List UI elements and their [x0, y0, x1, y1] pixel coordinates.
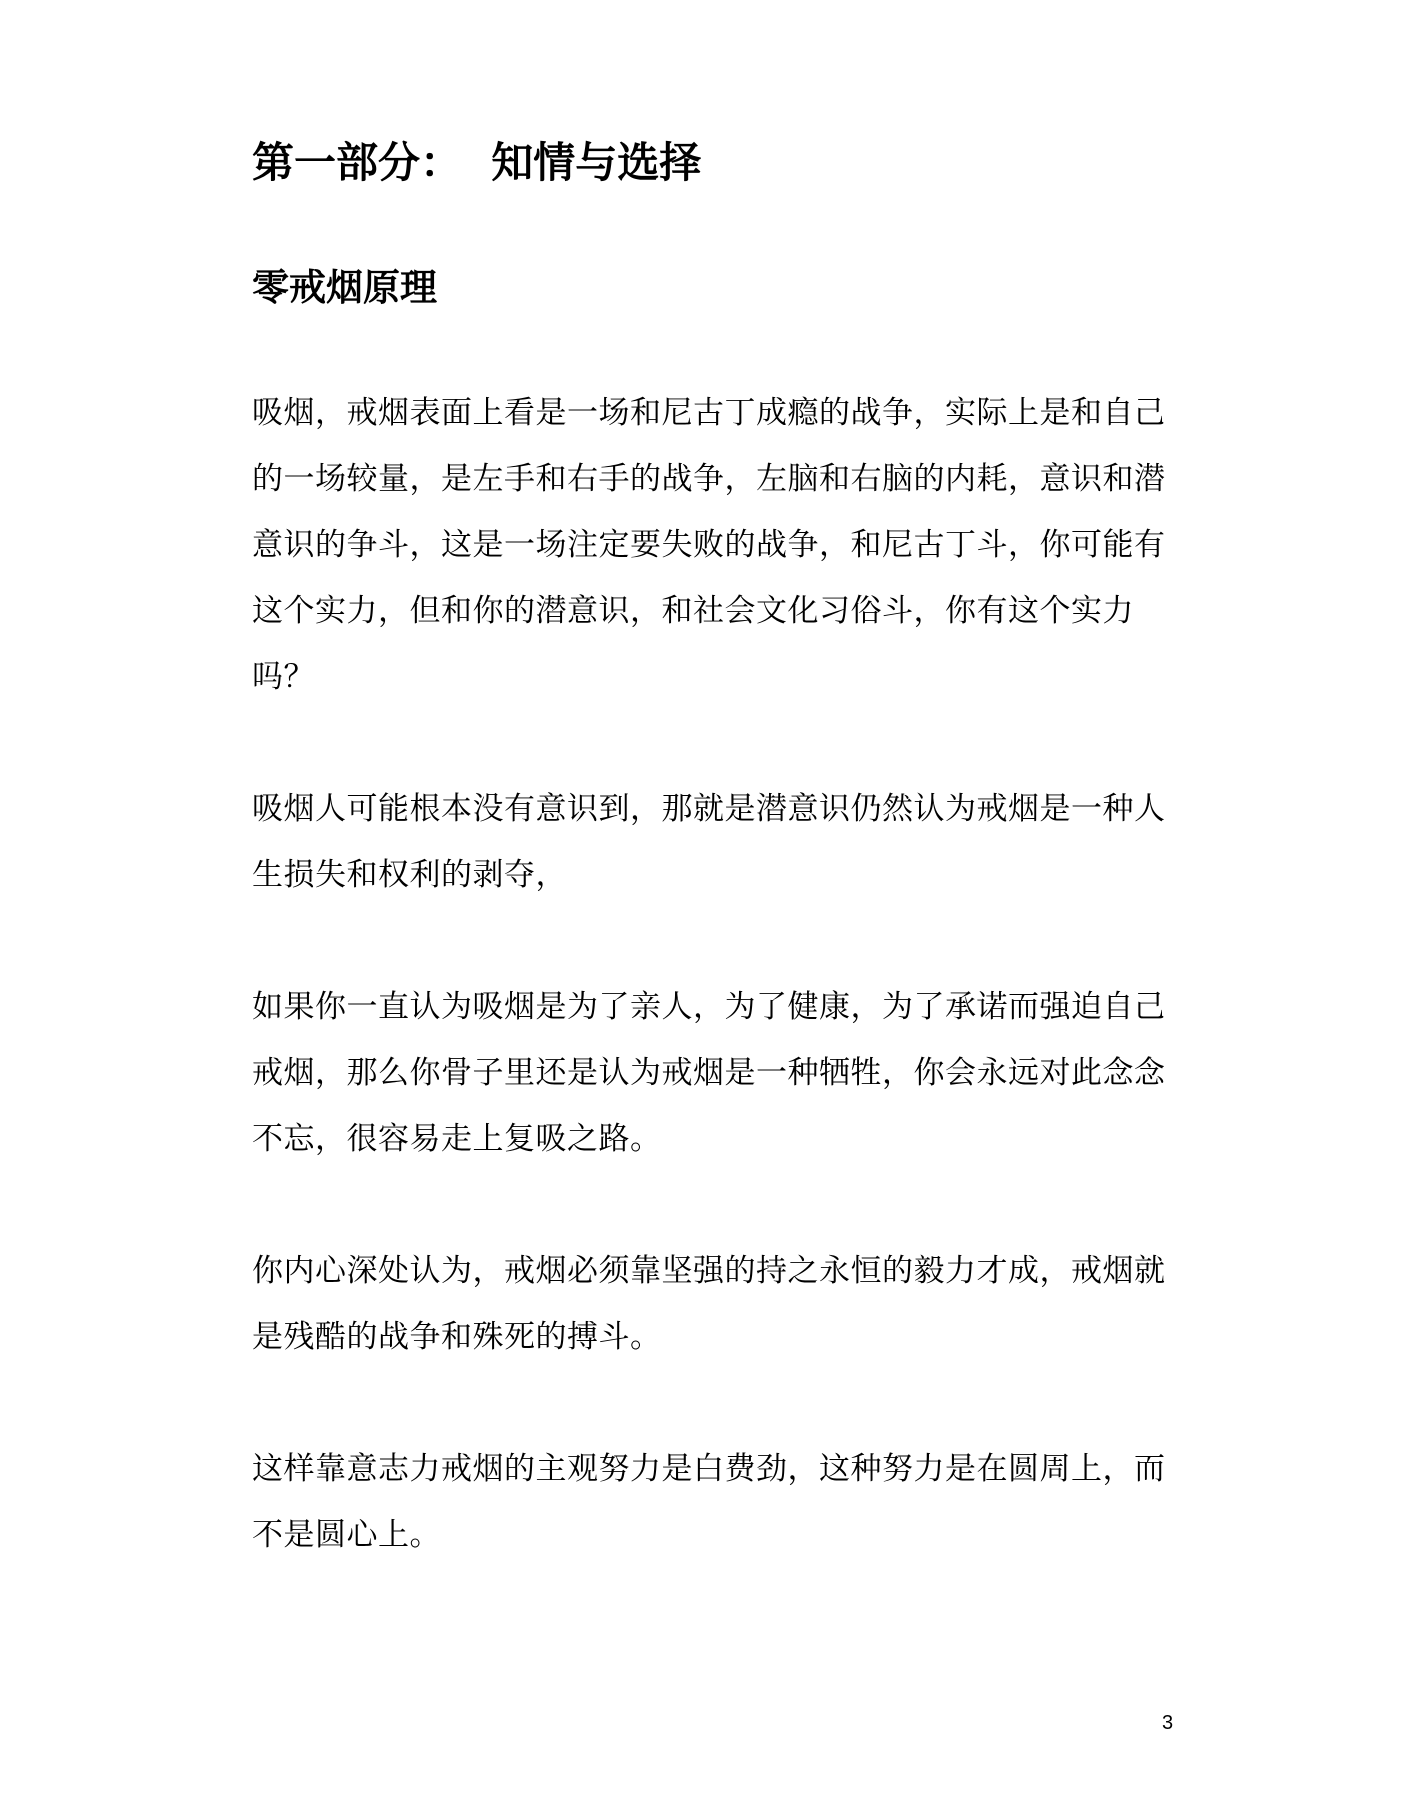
paragraph-2: 吸烟人可能根本没有意识到，那就是潜意识仍然认为戒烟是一种人生损失和权利的剥夺，: [252, 791, 1166, 893]
paragraph-4: 你内心深处认为，戒烟必须靠坚强的持之永恒的毅力才成，戒烟就是残酷的战争和殊死的搏斗。: [252, 1253, 1166, 1355]
paragraph-1: 吸烟，戒烟表面上看是一场和尼古丁成瘾的战争，实际上是和自己的一场较量，是左手和右手的战争，左脑和右脑的内耗，意识和潜意识的争斗，这是一场注定要失败的战争，和尼古丁斗，你可能有这个实力，但和你的潜意识，和社会文化习俗斗，你有这个实力吗？: [252, 395, 1166, 695]
page-number: 3: [1162, 1712, 1174, 1734]
paragraph-3: 如果你一直认为吸烟是为了亲人，为了健康，为了承诺而强迫自己戒烟，那么你骨子里还是认为戒烟是一种牺牲，你会永远对此念念不忘，很容易走上复吸之路。: [252, 989, 1166, 1157]
paragraph-5: 这样靠意志力戒烟的主观努力是白费劲，这种努力是在圆周上，而不是圆心上。: [252, 1451, 1166, 1553]
page-content: [252, 128, 1192, 1568]
part-title: 第一部分： 知情与选择: [252, 138, 702, 187]
section-title: 零戒烟原理: [252, 266, 437, 309]
